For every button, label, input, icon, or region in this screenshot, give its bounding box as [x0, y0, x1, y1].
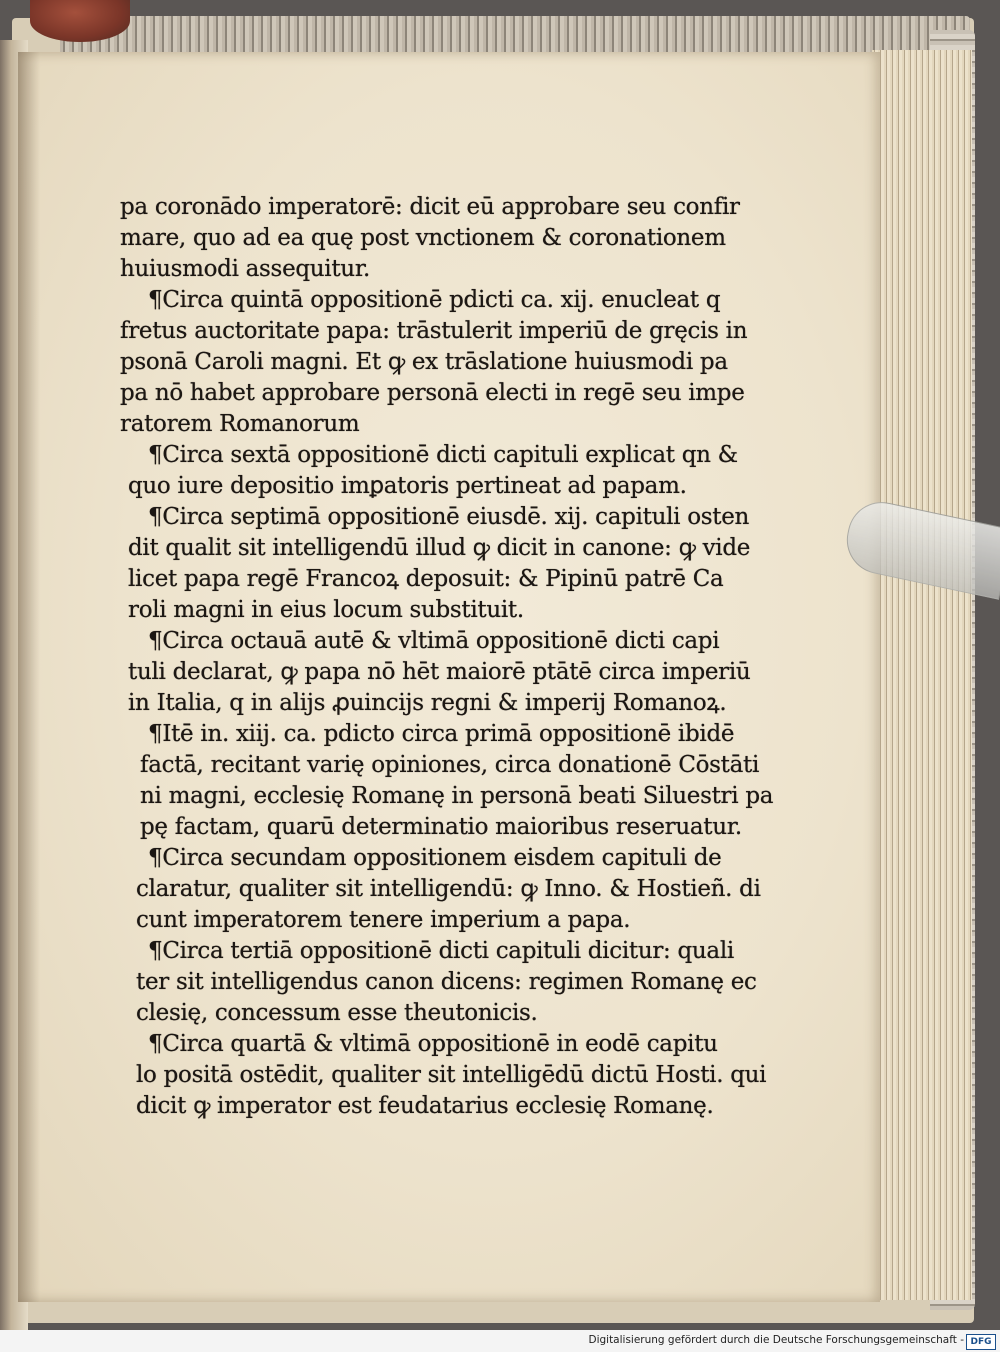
text-line: roli magni in eius locum substituit.: [128, 597, 524, 623]
book-top-edge: [60, 16, 970, 56]
text-line: claratur, qualiter sit intelligendū: ꝙ Inno. & Hostieñ. di: [136, 876, 761, 902]
text-line: clesię, concessum esse theutonicis.: [136, 1000, 538, 1026]
text-line: factā, recitant varię opiniones, circa donationē Cōstāti: [140, 752, 760, 778]
text-line: dicit ꝙ imperator est feudatarius ecclesię Romanę.: [136, 1093, 714, 1119]
text-line: psonā Caroli magni. Et ꝙ ex trāslatione huiusmodi pa: [120, 349, 728, 375]
text-line: ratorem Romanorum: [120, 411, 360, 437]
text-line: quo iure depositio imꝑatoris pertineat ad papam.: [128, 473, 687, 499]
text-line: ¶Circa sextā oppositionē dicti capituli explicat qn &: [148, 442, 738, 468]
page-edges: [872, 50, 972, 1300]
text-line: pę factam, quarū determinatio maioribus reseruatur.: [140, 814, 742, 840]
text-line: ¶Circa quintā oppositionē pdicti ca. xij. enucleat q: [148, 287, 721, 313]
text-line: ¶Circa quartā & vltimā oppositionē in eodē capitu: [148, 1031, 718, 1057]
text-line: ni magni, ecclesię Romanę in personā beati Siluestri pa: [140, 783, 774, 809]
text-line: ter sit intelligendus canon dicens: regimen Romanę ec: [136, 969, 757, 995]
text-line: pa coronādo imperatorē: dicit eū approbare seu confir: [120, 194, 740, 220]
text-line: ¶Itē in. xiij. ca. pdicto circa primā oppositionē ibidē: [148, 721, 735, 747]
text-line: licet papa regē Francoꝝ deposuit: & Pipinū patrē Ca: [128, 566, 724, 592]
text-line: ¶Circa septimā oppositionē eiusdē. xij. capituli osten: [148, 504, 750, 530]
text-line: tuli declarat, ꝙ papa nō hēt maiorē ptātē circa imperiū: [128, 659, 751, 685]
text-line: lo positā ostēdit, qualiter sit intelligēdū dictū Hosti. qui: [136, 1062, 767, 1088]
digitization-footer: [0, 1330, 1000, 1352]
text-line: ¶Circa octauā autē & vltimā oppositionē dicti capi: [148, 628, 720, 654]
text-line: ¶Circa secundam oppositionem eisdem capituli de: [148, 845, 722, 871]
page-text-block: [120, 192, 774, 1122]
text-line: dit qualit sit intelligendū illud ꝙ dicit in canone: ꝙ vide: [128, 535, 751, 561]
finger-holding-page: [30, 0, 130, 42]
text-line: cunt imperatorem tenere imperium a papa.: [136, 907, 631, 933]
text-line: ¶Circa tertiā oppositionē dicti capituli dicitur: quali: [148, 938, 734, 964]
text-line: fretus auctoritate papa: trāstulerit imperiū de gręcis in: [120, 318, 748, 344]
dfg-logo: DFG: [966, 1334, 996, 1350]
text-line: pa nō habet approbare personā electi in regē seu impe: [120, 380, 745, 406]
page-fold-shadow: [18, 52, 40, 1302]
text-line: mare, quo ad ea quę post vnctionem & coronationem: [120, 225, 726, 251]
funding-credit: Digitalisierung gefördert durch die Deutsche Forschungsgemeinschaft -: [588, 1334, 964, 1346]
text-line: in Italia, q in alijs ꝓuincijs regni & imperij Romanoꝝ.: [128, 690, 727, 716]
text-line: huiusmodi assequitur.: [120, 256, 371, 282]
